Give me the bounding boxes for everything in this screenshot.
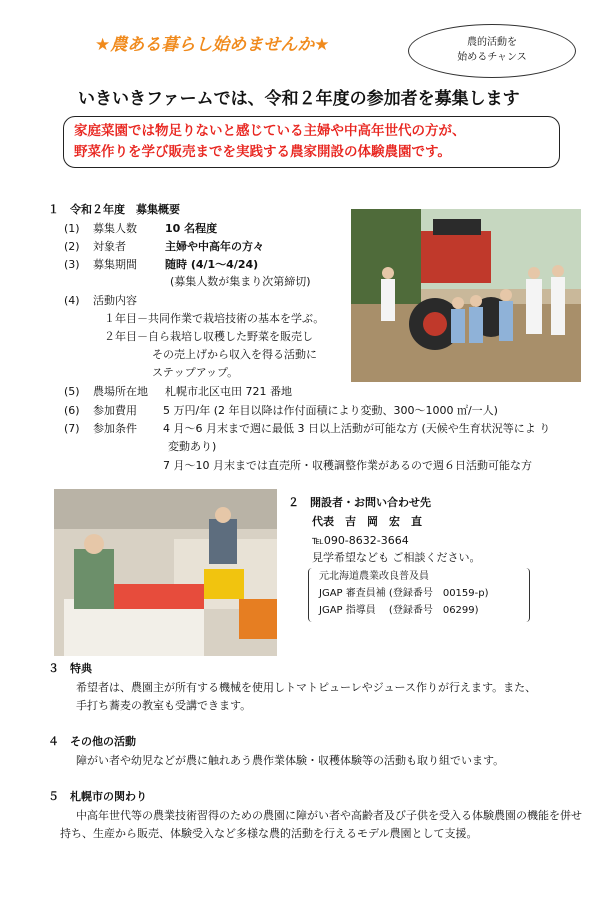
speech-bubble — [408, 24, 576, 78]
highlight-box — [63, 116, 560, 168]
credential-2: JGAP 審査員補 (登録番号 00159-p) — [319, 588, 489, 599]
item-2-value: 主婦や中高年の方々 — [165, 240, 264, 253]
item-7-line-1: 4 月～6 月末まで週に最低 3 日以上活動が可能な方 (天候や生育状況等によ り — [163, 422, 551, 435]
section5-title: ５ 札幌市の関わり — [48, 790, 147, 803]
section5-line-2: 持ち、生産から販売、体験受入など多様な農的活動を行えるモデル農園として支援。 — [60, 827, 478, 840]
item-3-label: 募集期間 — [93, 258, 137, 271]
indoor-work-photo — [54, 489, 277, 656]
item-5-num: (5) — [64, 385, 80, 398]
item-4-num: (4) — [64, 294, 80, 307]
section2-title: ２ 開設者・お問い合わせ先 — [288, 496, 431, 509]
visit-note: 見学希望なども ご相談ください。 — [312, 551, 481, 564]
item-3-num: (3) — [64, 258, 80, 271]
item-2-num: (2) — [64, 240, 80, 253]
item-1-num: (1) — [64, 222, 80, 235]
item-3-value: 随時 (4/1～4/24) — [165, 258, 259, 271]
highlight-line-2: 野菜作りを学び販売までを実践する農家開設の体験農園です。 — [74, 144, 451, 160]
credentials-box — [308, 568, 530, 622]
item-4-label: 活動内容 — [93, 294, 137, 307]
item-2-label: 対象者 — [93, 240, 126, 253]
item-1-value: 10 名程度 — [165, 222, 218, 235]
item-5-label: 農場所在地 — [93, 385, 148, 398]
section1-title: １ 令和２年度 募集概要 — [48, 203, 180, 216]
item-3-note: (募集人数が集まり次第締切) — [170, 275, 311, 288]
representative-name: 代表 吉 岡 宏 直 — [312, 515, 422, 528]
highlight-line-1: 家庭菜園では物足りないと感じている主婦や中高年世代の方が、 — [74, 123, 466, 139]
item-7-label: 参加条件 — [93, 422, 137, 435]
credential-3: JGAP 指導員 (登録番号 06299) — [319, 605, 479, 616]
item-4-line-1: １年目－共同作業で栽培技術の基本を学ぶ。 — [104, 312, 325, 325]
section5-line-1: 中高年世代等の農業技術習得のための農園に障がい者や高齢者及び子供を受入る体験農園の機能を併せ — [76, 809, 582, 822]
item-4-line-2: ２年目－自ら栽培し収穫した野菜を販売し — [104, 330, 313, 343]
section4-text: 障がい者や幼児などが農に触れあう農作業体験・収穫体験等の活動も取り組でいます。 — [76, 754, 505, 767]
item-7-line-2: 変動あり) — [168, 440, 217, 453]
item-4-line-4: ステップアップ。 — [152, 366, 239, 379]
section3-line-2: 手打ち蕎麦の教室も受講できます。 — [76, 699, 252, 712]
headline: いきいきファームでは、令和２年度の参加者を募集します — [78, 89, 520, 109]
item-6-label: 参加費用 — [93, 404, 137, 417]
item-4-line-3: その売上げから収入を得る活動に — [152, 348, 317, 361]
item-7-line-3: 7 月～10 月末までは直売所・収穫調整作業があるので週６日活動可能な方 — [163, 459, 532, 472]
section3-line-1: 希望者は、農園主が所有する機械を使用しトマトピューレやジュース作りが行えます。また、 — [76, 681, 537, 694]
bubble-line-2: 始めるチャンス — [457, 52, 527, 63]
item-5-value: 札幌市北区屯田 721 番地 — [165, 385, 292, 398]
section4-title: ４ その他の活動 — [48, 735, 136, 748]
contact-phone: ℡090-8632-3664 — [312, 534, 409, 547]
slogan: ★農ある暮らし始めませんか★ — [95, 35, 330, 55]
section3-title: ３ 特典 — [48, 662, 92, 675]
item-1-label: 募集人数 — [93, 222, 137, 235]
item-7-num: (7) — [64, 422, 80, 435]
credential-1: 元北海道農業改良普及員 — [319, 571, 429, 582]
item-6-value: 5 万円/年 (2 年目以降は作付面積により変動、300～1000 ㎡/一人) — [163, 404, 498, 417]
bubble-line-1: 農的活動を — [467, 37, 517, 48]
group-tractor-photo — [351, 209, 581, 382]
item-6-num: (6) — [64, 404, 80, 417]
